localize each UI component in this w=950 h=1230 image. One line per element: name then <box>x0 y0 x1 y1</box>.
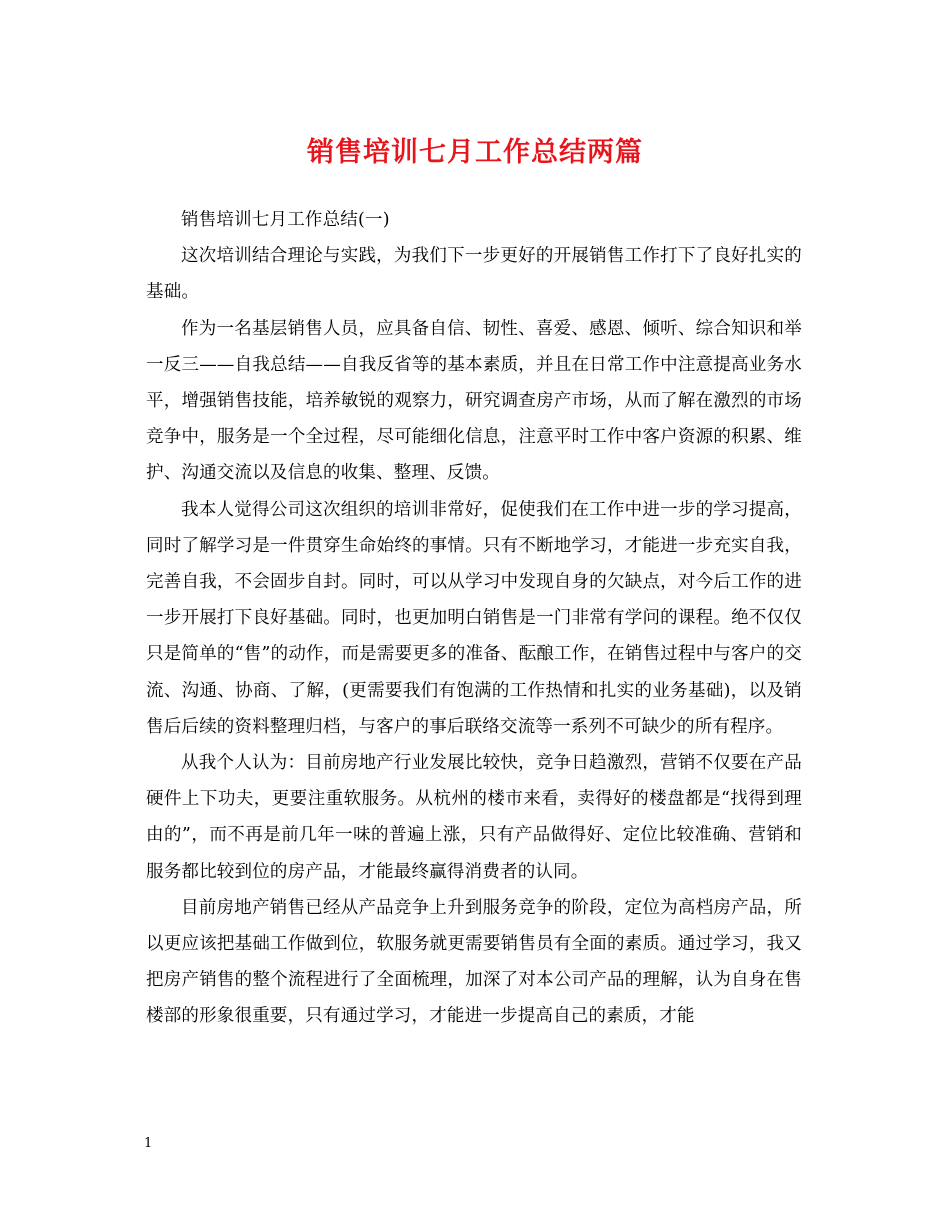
paragraph: 我本人觉得公司这次组织的培训非常好，促使我们在工作中进一步的学习提高，同时了解学习是一件贯穿生命始终的事情。只有不断地学习，才能进一步充实自我，完善自我，不会固步自封。同时，可以从学习中发现自身的欠缺点，对今后工作的进一步开展打下良好基础。同时，也更加明白销售是一门非常有学问的课程。绝不仅仅只是简单的“售”的动作，而是需要更多的准备、酝酿工作，在销售过程中与客户的交流、沟通、协商、了解，(更需要我们有饱满的工作热情和扎实的业务基础)，以及销售后后续的资料整理归档，与客户的事后联络交流等一系列不可缺少的所有程序。 <box>146 499 802 737</box>
page-number: 1 <box>144 1136 153 1151</box>
paragraph-subtitle: 销售培训七月工作总结(一) <box>181 210 390 230</box>
document-title: 销售培训七月工作总结两篇 <box>307 137 643 168</box>
paragraph: 这次培训结合理论与实践，为我们下一步更好的开展销售工作打下了良好扎实的基础。 <box>146 246 802 303</box>
paragraph: 目前房地产销售已经从产品竞争上升到服务竞争的阶段，定位为高档房产品，所以更应该把基础工作做到位，软服务就更需要销售员有全面的素质。通过学习，我又把房产销售的整个流程进行了全面梳理，加深了对本公司产品的理解，认为自身在售楼部的形象很重要，只有通过学习，才能进一步提高自己的素质，才能 <box>146 897 802 1027</box>
document-body <box>146 202 802 1035</box>
paragraph: 作为一名基层销售人员，应具备自信、韧性、喜爱、感恩、倾听、综合知识和举一反三——自我总结——自我反省等的基本素质，并且在日常工作中注意提高业务水平，增强销售技能，培养敏锐的观察力，研究调查房产市场，从而了解在激烈的市场竞争中，服务是一个全过程，尽可能细化信息，注意平时工作中客户资源的积累、维护、沟通交流以及信息的收集、整理、反馈。 <box>146 318 802 484</box>
paragraph: 从我个人认为：目前房地产行业发展比较快，竞争日趋激烈，营销不仅要在产品硬件上下功夫，更要注重软服务。从杭州的楼市来看，卖得好的楼盘都是“找得到理由的”，而不再是前几年一味的普遍上涨，只有产品做得好、定位比较准确、营销和服务都比较到位的房产品，才能最终赢得消费者的认同。 <box>146 753 802 882</box>
